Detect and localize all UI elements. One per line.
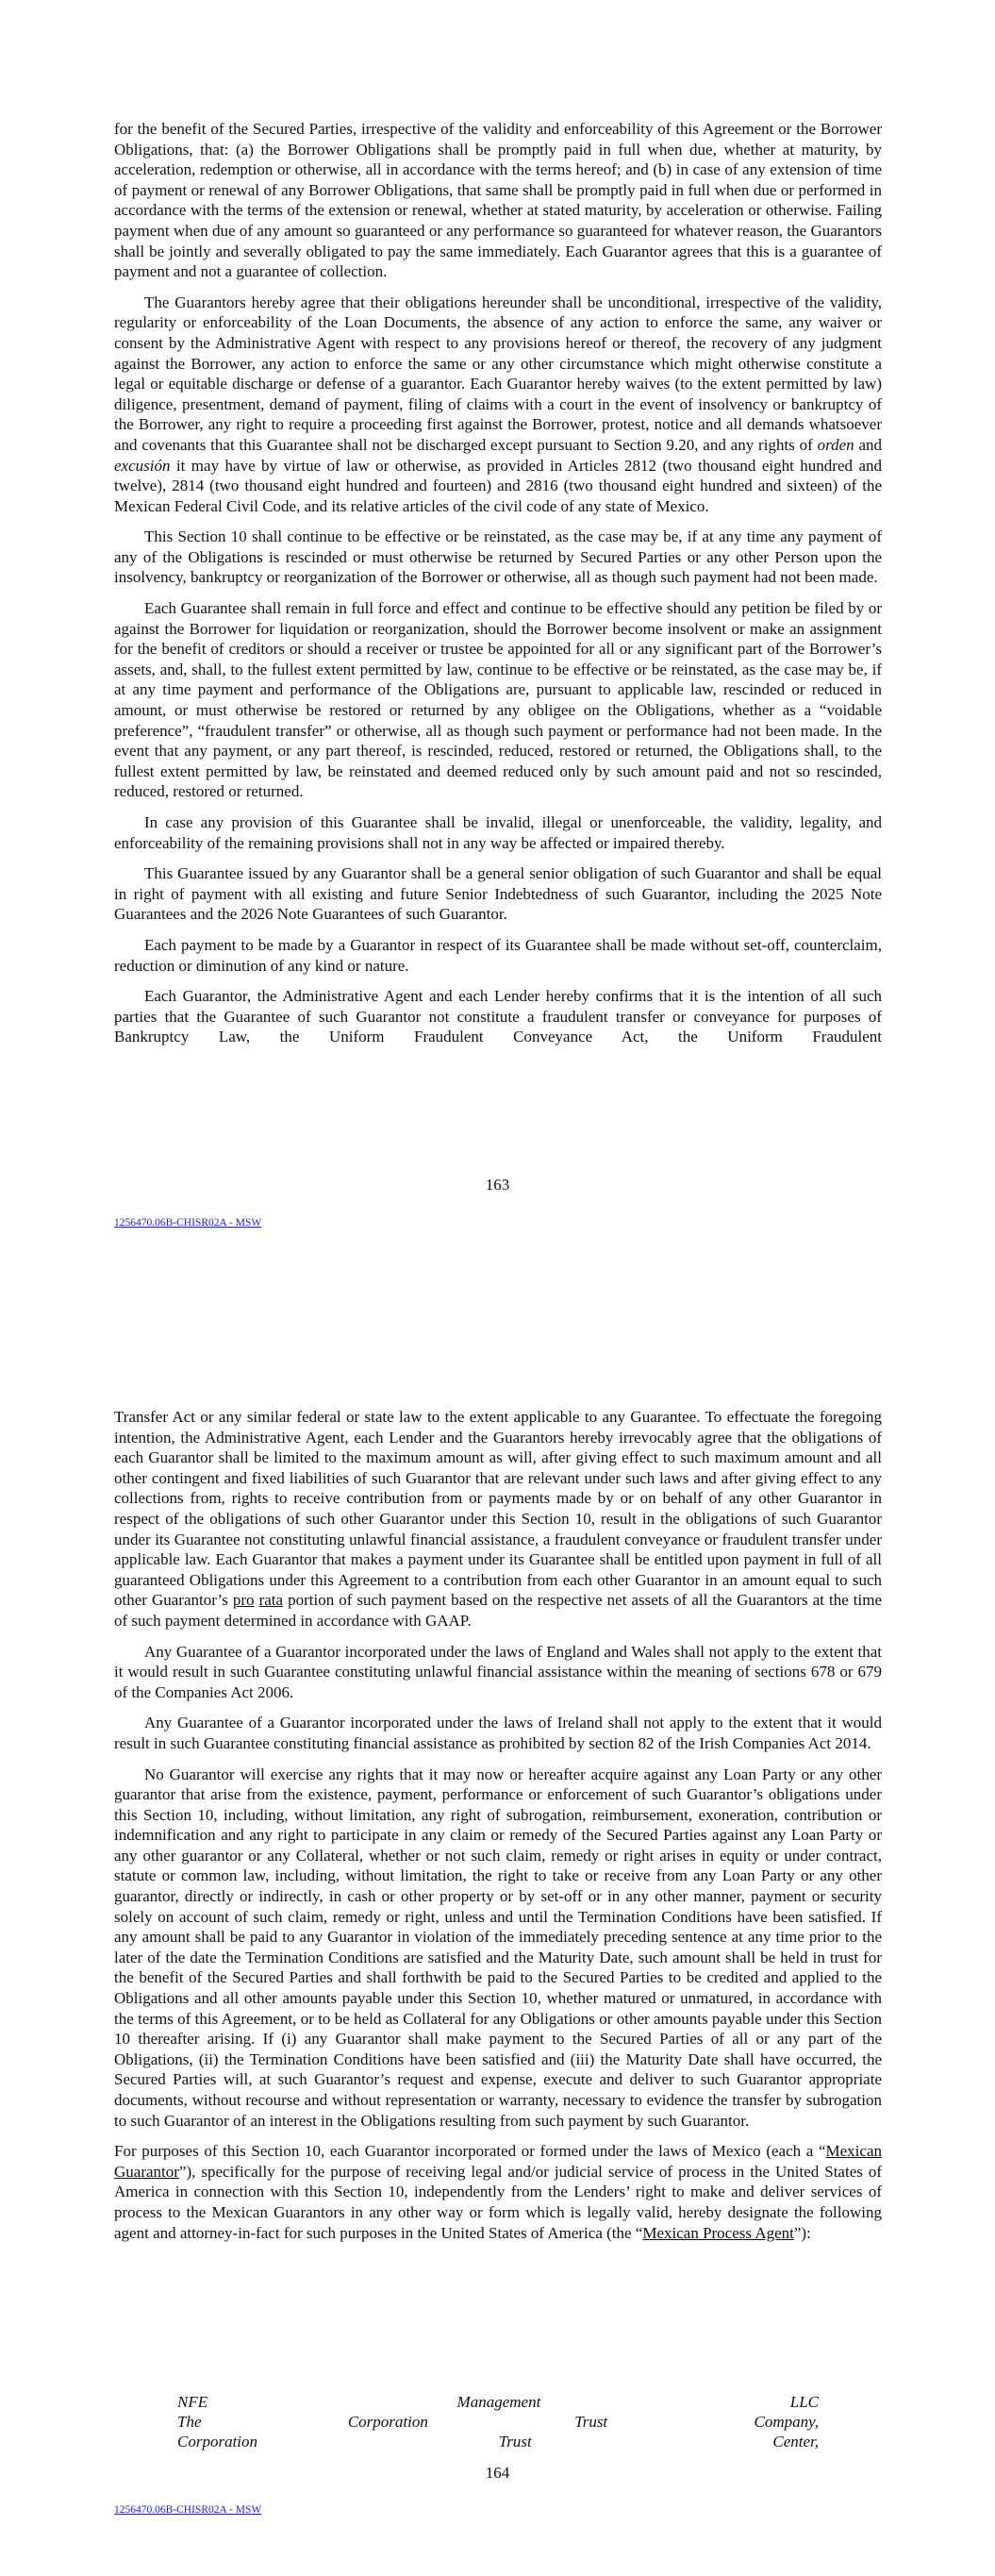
defined-term-mexican-guarantor: Mexican Guarantor [114,2142,882,2181]
paragraph-reinstatement: This Section 10 shall continue to be effective or be reinstated, as the case may be, if at any time any payment of any of the Obligations is rescinded or must otherwise be returned by Secured Parties or any other Person upon the insolvency, bankruptcy or reorganization of the Borrower or otherwise, all as though such payment had not been made. [114,527,882,587]
italic-term-excusion: excusión [114,456,171,475]
paragraph-fraudulent-transfer: Each Guarantor, the Administrative Agent and each Lender hereby confirms that it is the intention of all such parties that the Guarantee of such Guarantor not constitute a fraudulent transfer or conveyance for purposes of Bankruptcy Law, the Uniform Fraudulent Conveyance Act, the Uniform Fraudulent [114,987,882,1046]
agent-row [177,2392,819,2412]
process-agent-address-block [177,2392,819,2451]
agent-word: Corporation [347,2413,428,2431]
italic-term-orden: orden [817,435,854,454]
agent-word: Company, [754,2413,819,2431]
paragraph-severability: In case any provision of this Guarantee shall be invalid, illegal or unenforceable, the validity, legality, and enforceability of the remaining provisions shall not in any way be affected or impaired thereby. [114,813,882,852]
paragraph-mexican-process-agent [114,2141,882,2243]
paragraph-guarantee-payment: for the benefit of the Secured Parties, irrespective of the validity and enforceability of this Agreement or the Borrower Obligations, that: (a) the Borrower Obligations shall be promptly paid in full when due, whether at maturity, by acceleration, redemption or otherwise, all in accordance with the terms hereof; and (b) in case of any extension of time of payment or renewal of any Borrower Obligations, that same shall be promptly paid in full when due or performed in accordance with the terms of the extension or renewal, whether at stated maturity, by acceleration or otherwise. Failing payment when due of any amount so guaranteed or any performance so guaranteed for whatever reason, the Guarantors shall be jointly and severally obligated to pay the same immediately. Each Guarantor agrees that this is a guarantee of payment and not a guarantee of collection. [114,120,882,281]
agent-word: Trust [498,2433,532,2451]
agent-row [177,2412,819,2432]
agent-word: Center, [772,2433,819,2451]
text: Transfer Act or any similar federal or state law to the extent applicable to any Guarantee. To effectuate the foregoing intention, the Administrative Agent, each Lender and the Guarantors hereby irrevocably agree that the obligations of each Guarantor shall be limited to the maximum amount as will, after giving effect to such maximum amount and all other contingent and fixed liabilities of such Guarantor that are relevant under such laws and after giving effect to any collections from, rights to receive contribution from or payments made by or on behalf of any other Guarantor in respect of the obligations of such other Guarantor under this Section 10, result in the obligations of such Guarantor under its Guarantee not constituting unlawful financial assistance, a fraudulent conveyance or fraudulent transfer under applicable law. Each Guarantor that makes a payment under its Guarantee shall be entitled upon payment in full of all guaranteed Obligations under this Agreement to a contribution from each other Guarantor in an amount equal to such other Guarantor’s [114,1408,882,1610]
agent-row [177,2432,819,2451]
agent-word: Trust [574,2413,608,2431]
paragraph-no-setoff: Each payment to be made by a Guarantor in respect of its Guarantee shall be made without set-off, counterclaim, reduction or diminution of any kind or nature. [114,935,882,975]
text: For purposes of this Section 10, each Guarantor incorporated or formed under the laws of Mexico (each a “ [114,2142,826,2161]
agent-word: Corporation [177,2433,258,2451]
underlined-term-pro: pro [232,1591,255,1610]
agent-word: The [177,2413,202,2431]
text: ”): [793,2223,811,2242]
paragraph-senior-obligation: This Guarantee issued by any Guarantor shall be a general senior obligation of such Guarantor and shall be equal in right of payment with all existing and future Senior Indebtedness of such Guarantor, including the 2025 Note Guarantees and the 2026 Note Guarantees of such Guarantor. [114,864,882,924]
defined-term-mexican-process-agent: Mexican Process Agent [642,2223,794,2242]
agent-word: NFE [177,2393,208,2411]
paragraph-england-wales: Any Guarantee of a Guarantor incorporated under the laws of England and Wales shall not apply to the extent that it would result in such Guarantee constituting unlawful financial assistance within the meaning of sections 678 or 679 of the Companies Act 2006. [114,1642,882,1701]
page-163-body [114,119,882,1058]
page-number: 164 [485,2464,510,2482]
text: ”), specifically for the purpose of receiving legal and/or judicial service of process in the United States of America in connection with this Section 10, independently from the Lenders’ right to make and deliver services of process to the Mexican Guarantors in any other way or form which is legally valid, hereby designate the following agent and attorney-in-fact for such purposes in the United States of America (the “ [114,2162,882,2242]
agent-word: Management [456,2393,541,2411]
text: The Guarantors hereby agree that their obligations hereunder shall be unconditional, irrespective of the validity, regularity or enforceability of the Loan Documents, the absence of any action to enforce the same, any waiver or consent by the Administrative Agent with respect to any provisions hereof or thereof, the recovery of any judgment against the Borrower, any action to enforce the same or any other circumstance which might otherwise constitute a legal or equitable discharge or defense of a guarantor. Each Guarantor hereby waives (to the extent permitted by law) diligence, presentment, demand of payment, filing of claims with a court in the event of insolvency or bankruptcy of the Borrower, any right to require a proceeding first against the Borrower, protest, notice and all demands whatsoever and covenants that this Guarantee shall not be discharged except pursuant to Section 9.20, and any rights of [114,293,882,454]
footer-document-link[interactable]: 1256470.06B-CHISR02A - MSW [114,1217,262,1229]
underlined-term-rata: rata [258,1591,284,1610]
text: portion of such payment based on the respective net assets of all the Guarantors at the time of such payment determined in accordance with GAAP. [114,1591,883,1630]
text: it may have by virtue of law or otherwise, as provided in Articles 2812 (two thousand eight hundred and twelve), 2814 (two thousand eight hundred and fourteen) and 2816 (two thousand eight hundred and sixteen) of the Mexican Federal Civil Code, and its relative articles of the civil code of any state of Mexico. [114,456,882,515]
page-number: 163 [485,1176,510,1194]
paragraph-limitation [114,1407,882,1631]
footer-document-link[interactable]: 1256470.06B-CHISR02A - MSW [114,2504,262,2516]
paragraph-unconditional-obligations [114,293,882,517]
paragraph-ireland: Any Guarantee of a Guarantor incorporated under the laws of Ireland shall not apply to the extent that it would result in such Guarantee constituting financial assistance as prohibited by section 82 of the Irish Companies Act 2014. [114,1714,882,1752]
paragraph-subrogation: No Guarantor will exercise any rights that it may now or hereafter acquire against any Loan Party or any other guarantor that arise from the existence, payment, performance or enforcement of such Guarantor’s obligations under this Section 10, including, without limitation, any right of subrogation, reimbursement, exoneration, contribution or indemnification and any right to participate in any claim or remedy of the Secured Parties against any Loan Party or any other guarantor or any Collateral, whether or not such claim, remedy or right arises in equity or under contract, statute or common law, including, without limitation, the right to take or receive from any Loan Party or any other guarantor, directly or indirectly, in cash or other property or by set-off or in any other manner, payment or security solely on account of such claim, remedy or right, unless and until the Termination Conditions have been satisfied. If any amount shall be paid to any Guarantor in violation of the immediately preceding sentence at any time prior to the later of the date the Termination Conditions are satisfied and the Maturity Date, such amount shall be held in trust for the benefit of the Secured Parties and shall forthwith be paid to the Secured Parties to be credited and applied to the Obligations and all other amounts payable under this Section 10, whether matured or unmatured, in accordance with the terms of this Agreement, or to be held as Collateral for any Obligations or other amounts payable under this Section 10 thereafter arising. If (i) any Guarantor shall make payment to the Secured Parties of all or any part of the Obligations, (ii) the Termination Conditions have been satisfied and (iii) the Maturity Date shall have occurred, the Secured Parties will, at such Guarantor’s request and expense, execute and deliver to such Guarantor appropriate documents, without recourse and without representation or warranty, necessary to evidence the transfer by subrogation to such Guarantor of an interest in the Obligations resulting from such payment by such Guarantor. [114,1765,882,2130]
agent-word: LLC [789,2393,819,2411]
page-164-body [114,1407,882,2253]
text: and [854,435,882,454]
paragraph-full-force: Each Guarantee shall remain in full force and effect and continue to be effective should any petition be filed by or against the Borrower for liquidation or reorganization, should the Borrower become insolvent or make an assignment for the benefit of creditors or should a receiver or trustee be appointed for all or any significant part of the Borrower’s assets, and, shall, to the fullest extent permitted by law, continue to be effective or be reinstated, as the case may be, if at any time payment and performance of the Obligations are, pursuant to applicable law, rescinded or reduced in amount, or must otherwise be restored or returned by any obligee on the Obligations, whether as a “voidable preference”, “fraudulent transfer” or otherwise, all as though such payment or performance had not been made. In the event that any payment, or any part thereof, is rescinded, reduced, restored or returned, the Obligations shall, to the fullest extent permitted by law, be reinstated and deemed reduced only by such amount paid and not so rescinded, reduced, restored or returned. [114,599,882,801]
